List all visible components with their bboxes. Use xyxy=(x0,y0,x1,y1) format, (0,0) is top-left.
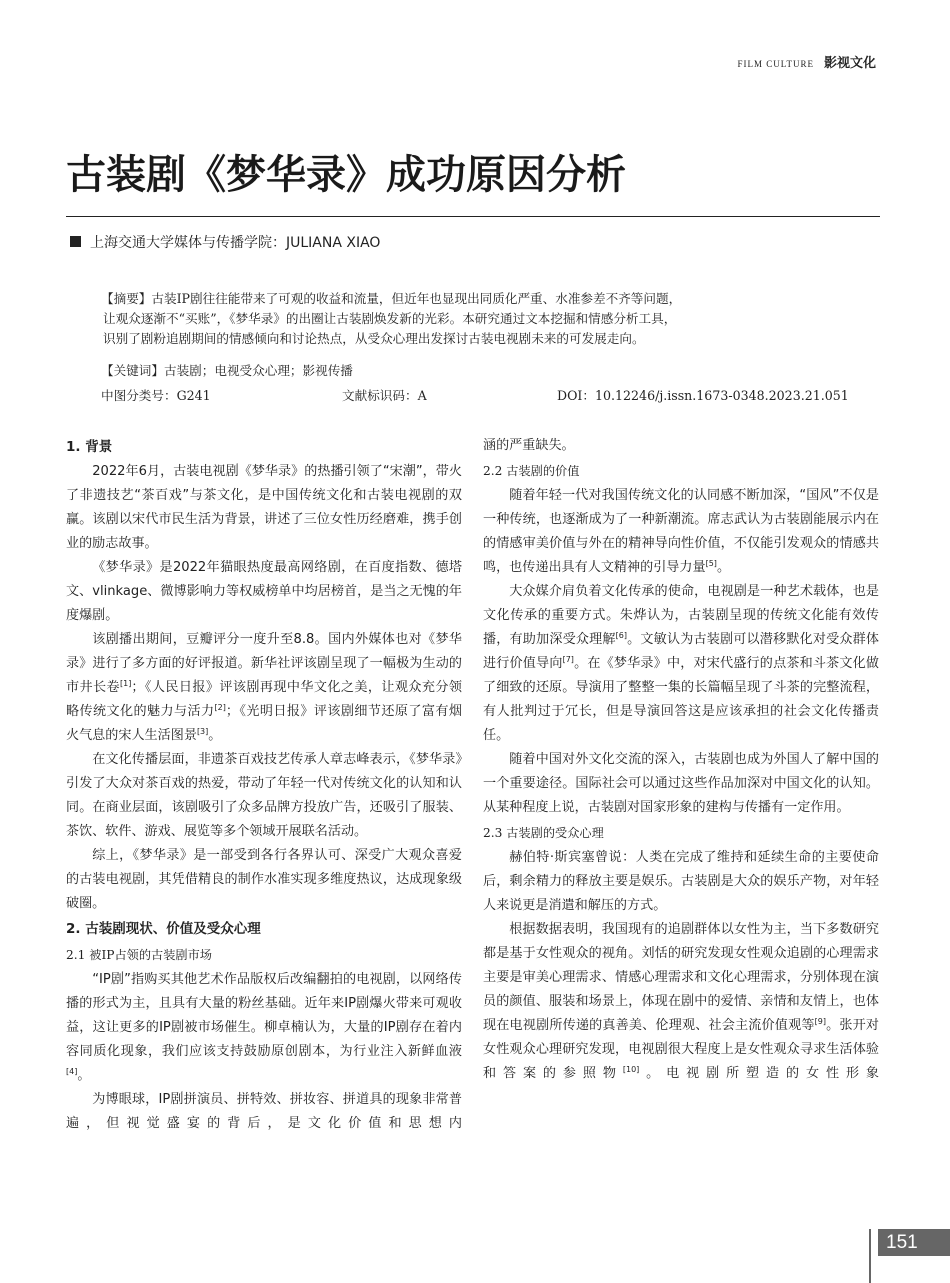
keywords: 【关键词】古装剧；电视受众心理；影视传播 xyxy=(101,363,353,378)
right-column xyxy=(483,434,879,1086)
author-line xyxy=(70,232,380,252)
square-bullet-icon xyxy=(70,236,81,247)
classification-number: 中图分类号：G241 xyxy=(101,388,211,403)
citation-ref: [9] xyxy=(814,1017,826,1026)
citation-ref: [10] xyxy=(622,1065,640,1074)
paragraph: 2022年6月，古装电视剧《梦华录》的热播引领了“宋潮”，带火了非遗技艺“茶百戏”与茶文化，是中国传统文化和古装电视剧的双赢。该剧以宋代市民生活为背景，讲述了三位女性历经磨难，携手创业的励志故事。 xyxy=(66,464,462,551)
section-heading: 2. 古装剧现状、价值及受众心理 xyxy=(66,921,261,937)
article-title: 古装剧《梦华录》成功原因分析 xyxy=(66,152,626,198)
page-number: 151 xyxy=(878,1229,950,1256)
abstract-line: 识别了剧粉追剧期间的情感倾向和讨论热点，从受众心理出发探讨古装电视剧未来的可发展走向。 xyxy=(103,331,645,346)
subsection-heading: 2.3 古装剧的受众心理 xyxy=(483,826,604,840)
paragraph: 随着中国对外文化交流的深入，古装剧也成为外国人了解中国的一个重要途径。国际社会可以通过这些作品加深对中国文化的认知。从某种程度上说，古装剧对国家形象的建构与传播有一定作用。 xyxy=(483,752,879,815)
paragraph: 随着年轻一代对我国传统文化的认同感不断加深，“国风”不仅是一种传统，也逐渐成为了一种新潮流。席志武认为古装剧能展示内在的情感审美价值与外在的精神导向性价值，不仅能引发观众的情感共鸣，也传递出具有人文精神的引导力量[5]。 xyxy=(483,488,879,575)
left-column xyxy=(66,434,462,1136)
doi: DOI：10.12246/j.issn.1673-0348.2023.21.051 xyxy=(557,388,849,403)
journal-name-en: FILM CULTURE xyxy=(737,59,814,69)
title-divider xyxy=(66,216,880,217)
page-number-rule xyxy=(869,1229,871,1283)
citation-ref: [2] xyxy=(214,703,226,712)
subsection-heading: 2.2 古装剧的价值 xyxy=(483,464,580,478)
citation-ref: [1] xyxy=(120,679,132,688)
citation-ref: [5] xyxy=(705,559,717,568)
document-code: 文献标识码：A xyxy=(342,388,427,403)
citation-ref: [3] xyxy=(196,727,209,736)
paragraph: 根据数据表明，我国现有的追剧群体以女性为主，当下多数研究都是基于女性观众的视角。刘恬的研究发现女性观众追剧的心理需求主要是审美心理需求、情感心理需求和文化心理需求，分别体现在演员的颜值、服装和场景上，体现在剧中的爱情、亲情和友情上，也体现在电视剧所传递的真善美、伦理观、社会主流价值观等[9]。张开对女性观众心理研究发现，电视剧很大程度上是女性观众寻求生活体验和答案的参照物[10]。电视剧所塑造的女性形象 xyxy=(483,922,880,1081)
paragraph: 该剧播出期间，豆瓣评分一度升至8.8。国内外媒体也对《梦华录》进行了多方面的好评报道。新华社评该剧呈现了一幅极为生动的市井长卷[1]；《人民日报》评该剧再现中华文化之美，让观众充分领略传统文化的魅力与活力[2]；《光明日报》评该剧细节还原了富有烟火气息的宋人生活图景[3]。 xyxy=(66,632,462,743)
paragraph: “IP剧”指购买其他艺术作品版权后改编翻拍的电视剧，以网络传播的形式为主，且具有大量的粉丝基础。近年来IP剧爆火带来可观收益，这让更多的IP剧被市场催生。柳卓楠认为，大量的IP剧存在着内容同质化现象，我们应该支持鼓励原创剧本，为行业注入新鲜血液[4]。 xyxy=(66,972,462,1083)
abstract xyxy=(101,289,861,349)
paragraph: 为博眼球，IP剧拼演员、拼特效、拼妆容、拼道具的现象非常普遍，但视觉盛宴的背后，是文化价值和思想内 xyxy=(66,1092,462,1131)
author-affiliation: 上海交通大学媒体与传播学院：JULIANA XIAO xyxy=(90,235,381,251)
paragraph: 赫伯特·斯宾塞曾说：人类在完成了维持和延续生命的主要使命后，剩余精力的释放主要是娱乐。古装剧是大众的娱乐产物，对年轻人来说更是消遣和解压的方式。 xyxy=(483,850,879,913)
paragraph: 《梦华录》是2022年猫眼热度最高网络剧，在百度指数、德塔文、vlinkage、微博影响力等权威榜单中均居榜首，是当之无愧的年度爆剧。 xyxy=(66,560,462,623)
paragraph: 大众媒介肩负着文化传承的使命，电视剧是一种艺术载体，也是文化传承的重要方式。朱烨认为，古装剧呈现的传统文化能有效传播，有助加深受众理解[6]。文敏认为古装剧可以潜移默化对受众群体进行价值导向[7]。在《梦华录》中，对宋代盛行的点茶和斗茶文化做了细致的还原。导演用了整整一集的长篇幅呈现了斗茶的完整流程，有人批判过于冗长，但是导演回答这是应该承担的社会文化传播责任。 xyxy=(483,584,880,743)
paragraph: 在文化传播层面，非遗茶百戏技艺传承人章志峰表示，《梦华录》引发了大众对茶百戏的热爱，带动了年轻一代对传统文化的认知和认同。在商业层面，该剧吸引了众多品牌方投放广告，还吸引了服装、茶饮、软件、游戏、展览等多个领域开展联名活动。 xyxy=(66,752,462,839)
abstract-line: 让观众逐渐不“买账”，《梦华录》的出圈让古装剧焕发新的光彩。本研究通过文本挖掘和情感分析工具， xyxy=(103,311,677,326)
citation-ref: [4] xyxy=(66,1067,78,1076)
citation-ref: [6] xyxy=(615,631,627,640)
citation-ref: [7] xyxy=(562,655,574,664)
abstract-line: 【摘要】古装IP剧往往能带来了可观的收益和流量，但近年也显现出同质化严重、水准参差不齐等问题， xyxy=(101,291,682,306)
subsection-heading: 2.1 被IP占领的古装剧市场 xyxy=(66,948,212,962)
section-name: 影视文化 xyxy=(823,56,876,71)
running-head xyxy=(738,52,876,71)
paragraph-continuation: 涵的严重缺失。 xyxy=(483,438,575,453)
paragraph: 综上，《梦华录》是一部受到各行各界认可、深受广大观众喜爱的古装电视剧，其凭借精良的制作水准实现多维度热议，达成现象级破圈。 xyxy=(66,848,462,911)
section-heading: 1. 背景 xyxy=(66,439,113,455)
